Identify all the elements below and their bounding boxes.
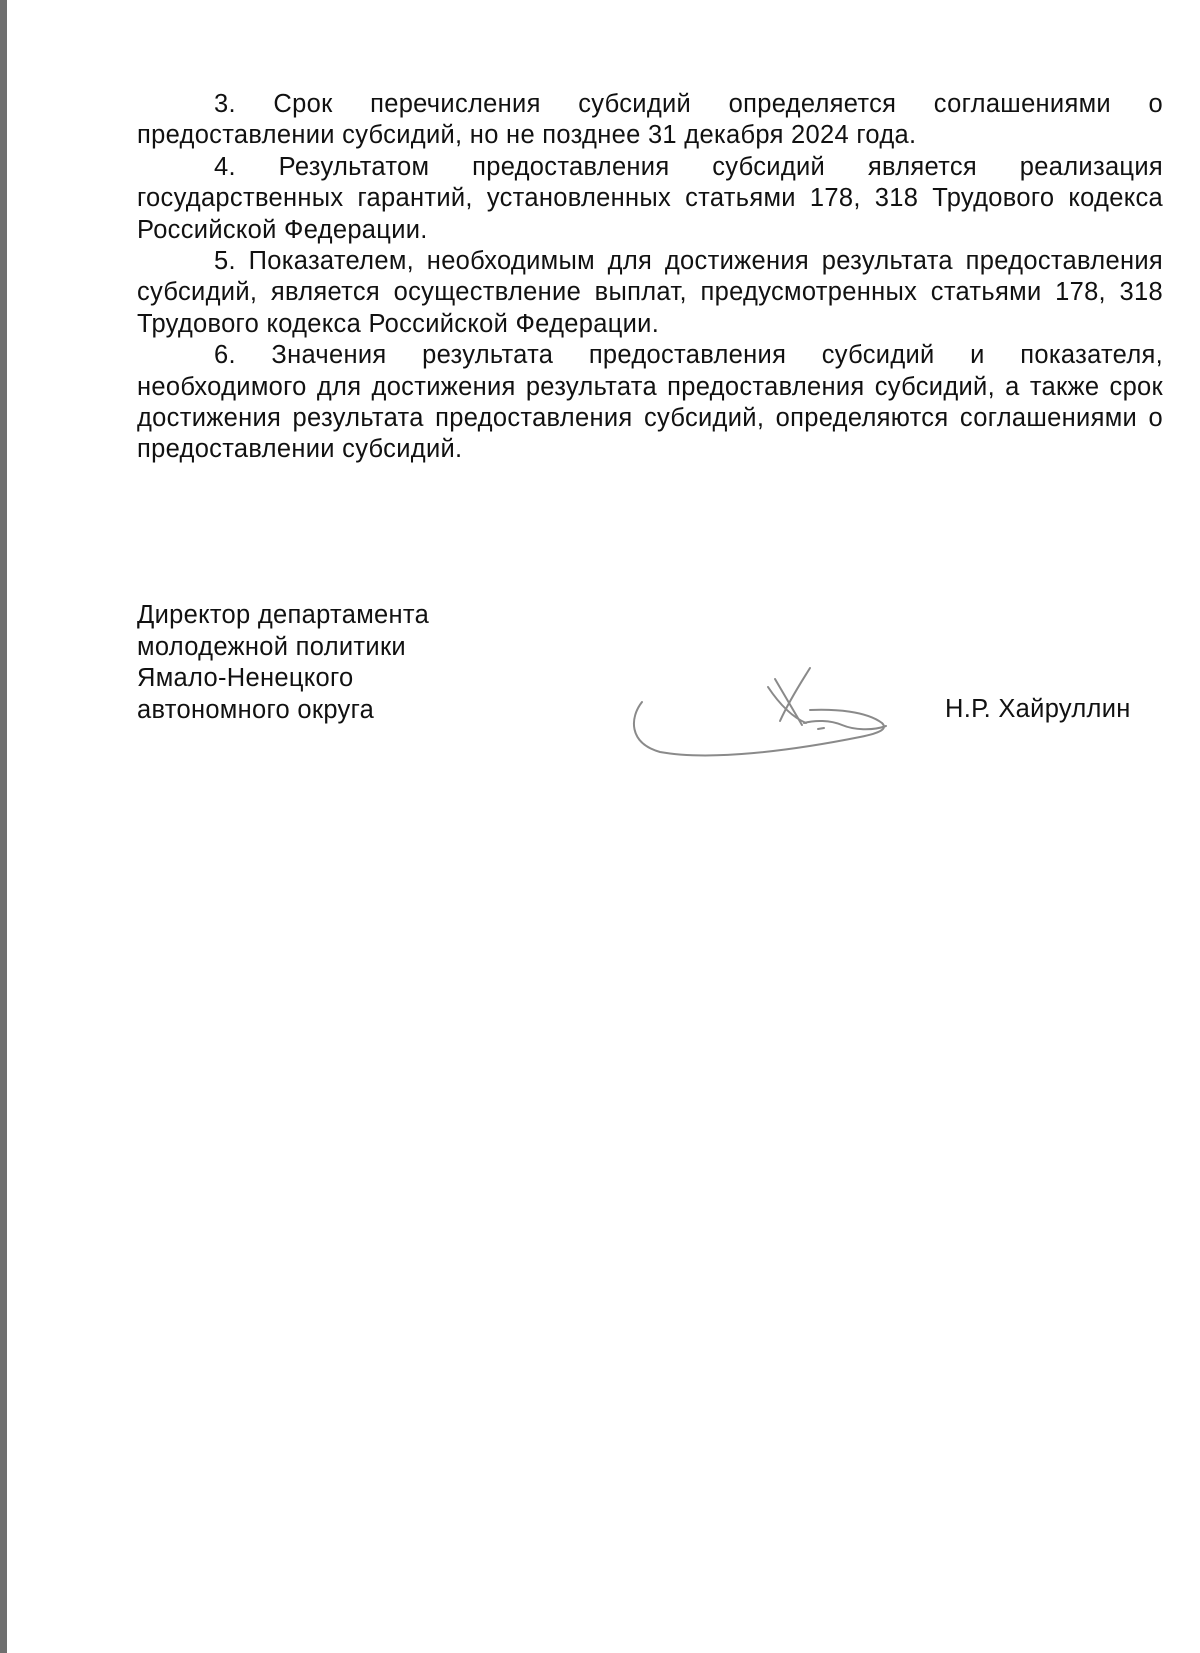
- signatory-position-line: молодежной политики: [137, 632, 406, 661]
- signatory-position-line: Директор департамента: [137, 601, 430, 629]
- document-body: [137, 89, 1163, 466]
- paragraph-3: 3. Срок перечисления субсидий определяется соглашениями о предоставлении субсидий, но не позднее 31 декабря 2024 года.: [137, 90, 1163, 150]
- signatory-position-line: автономного округа: [137, 695, 375, 724]
- paragraph-4: 4. Результатом предоставления субсидий является реализация государственных гарантий, установленных статьями 178, 318 Трудового кодекса Российской Федерации.: [137, 152, 1163, 244]
- paragraph-5: 5. Показателем, необходимым для достижения результата предоставления субсидий, является осуществление выплат, предусмотренных статьями 178, 318 Трудового кодекса Российской Федерации.: [137, 247, 1163, 338]
- scan-edge-bar: [0, 0, 7, 1653]
- paragraph-6: 6. Значения результата предоставления субсидий и показателя, необходимого для достижения результата предоставления субсидий, а также срок достижения результата предоставления субсидий, определяются соглашениями о предоставлении субсидий.: [137, 341, 1163, 464]
- signatory-position: [137, 600, 429, 726]
- handwritten-signature: [630, 665, 920, 765]
- signatory-name: Н.Р. Хайруллин: [945, 695, 1131, 723]
- signatory-position-line: Ямало-Ненецкого: [137, 664, 354, 693]
